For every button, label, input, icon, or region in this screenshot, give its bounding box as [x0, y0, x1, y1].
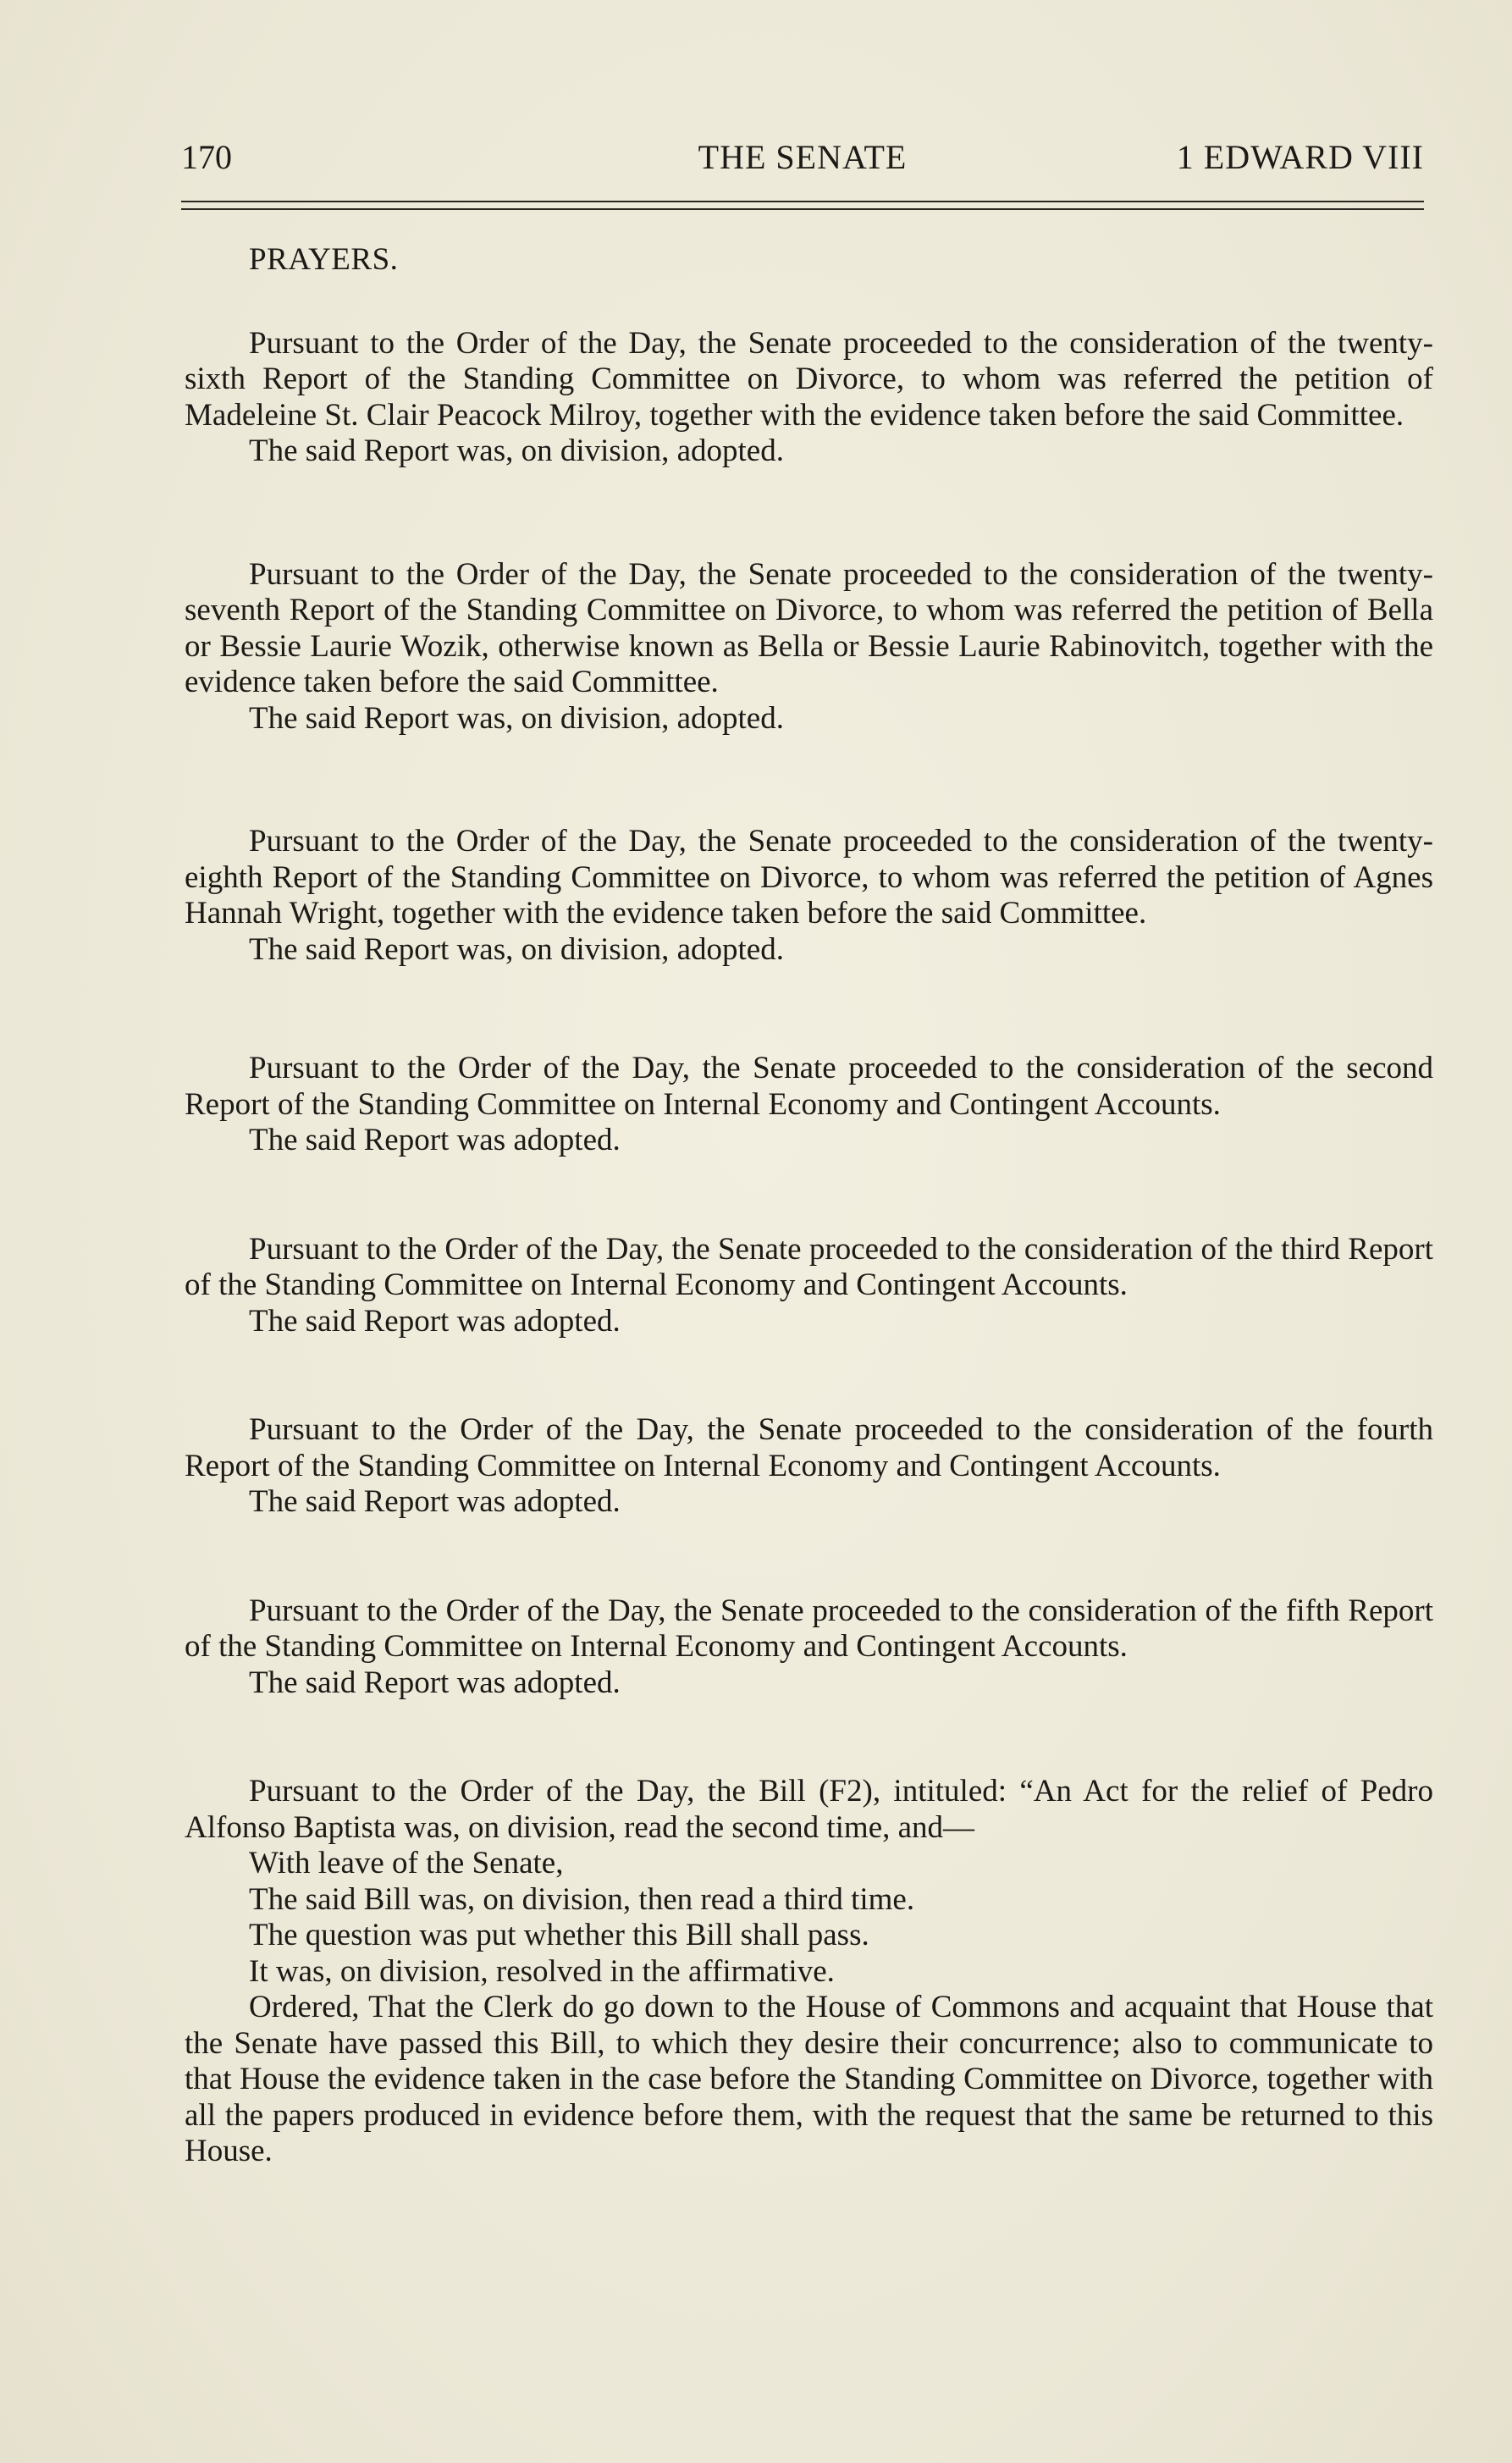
entry-result: The said Report was, on division, adopted. [249, 700, 784, 736]
entry-result: The said Report was, on division, adopted. [249, 434, 784, 468]
entry-1 [185, 326, 1433, 470]
entry-text: Pursuant to the Order of the Day, the Senate proceeded to the consideration of the second Report of the Standing Committee on Internal Economy and Contingent Accounts. [185, 1051, 1433, 1122]
header-title: THE SENATE [698, 138, 908, 176]
header-rule-top [181, 201, 1424, 202]
entry-result: The said Report was, on division, adopted. [249, 931, 784, 967]
entry-7 [185, 1593, 1433, 1702]
entry-result: The said Report was adopted. [249, 1484, 621, 1519]
spacer [185, 470, 1433, 557]
entry-text: Pursuant to the Order of the Day, the Senate proceeded to the consideration of the fourth Report of the Standing Committee on Internal Economy and Contingent Accounts. [185, 1412, 1433, 1483]
entry-result: The said Report was adopted. [249, 1303, 621, 1339]
entry-3 [185, 824, 1433, 968]
bill-line: With leave of the Senate, [249, 1846, 564, 1880]
header-reign: 1 EDWARD VIII [1176, 138, 1424, 176]
entry-text: Pursuant to the Order of the Day, the Senate proceeded to the consideration of the third Report of the Standing Committee on Internal Economy and Contingent Accounts. [185, 1231, 1433, 1302]
entry-2 [185, 557, 1433, 737]
entry-4 [185, 1051, 1433, 1159]
spacer [185, 737, 1433, 824]
spacer [185, 1521, 1433, 1593]
entry-6 [185, 1412, 1433, 1521]
entry-text: Pursuant to the Order of the Day, the Senate proceeded to the consideration of the twenty-seventh Report of the Standing Committee on Divorce, to whom was referred the petition of Bella or Bessie Laurie Wozik, otherwise known as Bella or Bessie Laurie Rabinovitch, together with the evidence taken before the said Committee. [185, 556, 1433, 699]
prayers-heading: PRAYERS. [249, 242, 399, 277]
entry-result: The said Report was adopted. [249, 1665, 621, 1700]
bill-line: The said Bill was, on division, then read a third time. [249, 1881, 915, 1917]
bill-intro: Pursuant to the Order of the Day, the Bill (F2), intituled: “An Act for the relief of Pedro Alfonso Baptista was, on division, read the second time, and— [185, 1774, 1433, 1845]
page-number: 170 [181, 138, 232, 176]
page-header [181, 132, 1424, 183]
entry-text: Pursuant to the Order of the Day, the Senate proceeded to the consideration of the fifth Report of the Standing Committee on Internal Economy and Contingent Accounts. [185, 1593, 1433, 1664]
bill-ordered: Ordered, That the Clerk do go down to the House of Commons and acquaint that House that the Senate have passed this Bill, to which they desire their concurrence; also to communicate to that House the evidence taken in the case before the Standing Committee on Divorce, together with all the papers produced in evidence before them, with the request that the same be returned to this House. [185, 1990, 1433, 2168]
spacer [185, 1701, 1433, 1774]
bill-line: It was, on division, resolved in the affirmative. [249, 1953, 835, 1989]
entry-text: Pursuant to the Order of the Day, the Senate proceeded to the consideration of the twenty-sixth Report of the Standing Committee on Divorce, to whom was referred the petition of Madeleine St. Clair Peacock Milroy, together with the evidence taken before the said Committee. [185, 325, 1433, 433]
header-rule-bottom [181, 208, 1424, 210]
bill-entry [185, 1774, 1433, 2170]
spacer [185, 968, 1433, 1051]
entry-5 [185, 1232, 1433, 1340]
bill-line: The question was put whether this Bill shall pass. [249, 1918, 869, 1952]
entry-result: The said Report was adopted. [249, 1123, 621, 1157]
spacer [185, 1159, 1433, 1232]
page-body [185, 242, 1433, 2170]
spacer [185, 1339, 1433, 1412]
entry-text: Pursuant to the Order of the Day, the Senate proceeded to the consideration of the twenty-eighth Report of the Standing Committee on Divorce, to whom was referred the petition of Agnes Hannah Wright, together with the evidence taken before the said Committee. [185, 824, 1433, 931]
